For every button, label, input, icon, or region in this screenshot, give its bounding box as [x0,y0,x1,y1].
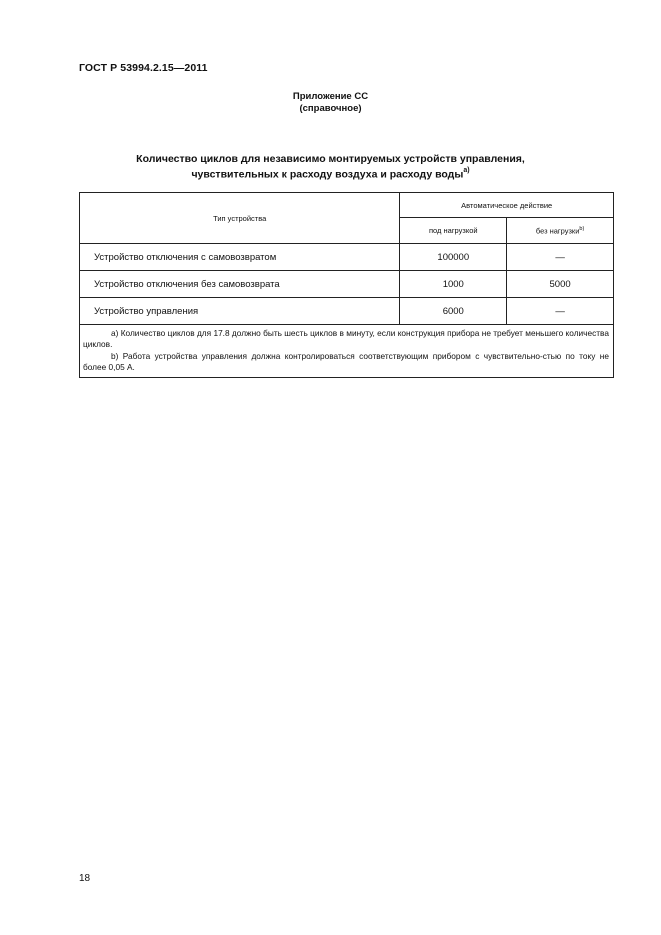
table-title-line2-text: чувствительных к расходу воздуха и расходу воды [191,168,464,180]
header-unloaded-footnote-ref: b) [579,225,585,232]
annex-kind: (справочное) [299,103,362,114]
annex-title: Приложение СС [292,91,369,102]
header-device-type: Тип устройства [80,193,400,244]
row-device: Устройство управления [80,298,400,325]
row-loaded: 6000 [400,298,507,325]
table-title-line1: Количество циклов для независимо монтируемых устройств управления, [136,153,525,165]
standard-code: ГОСТ Р 53994.2.15—2011 [79,62,208,74]
row-unloaded: — [507,244,614,271]
table-note-a: a) Количество циклов для 17.8 должно быть шесть циклов в минуту, если конструкция прибора не требует меньшего количества циклов. [83,328,609,350]
header-unloaded-text: без нагрузки [535,226,580,236]
table-notes [80,325,614,378]
annex-heading [0,91,661,115]
table-row [80,271,614,298]
row-unloaded: 5000 [507,271,614,298]
row-unloaded: — [507,298,614,325]
row-loaded: 100000 [400,244,507,271]
cycles-table [79,192,614,378]
row-device: Устройство отключения с самовозвратом [80,244,400,271]
notes-row [80,325,614,378]
table-note-b: b) Работа устройства управления должна контролироваться соответствующим прибором с чувствительно-стью по току не более 0,05 А. [83,350,609,372]
row-loaded: 1000 [400,271,507,298]
table-title-line2 [0,166,661,181]
header-unloaded [507,218,614,244]
page-number: 18 [79,873,91,884]
table-row [80,298,614,325]
table-row [80,244,614,271]
row-device: Устройство отключения без самовозврата [80,271,400,298]
header-loaded: под нагрузкой [400,218,507,244]
table-title [0,153,661,181]
header-automatic-action: Автоматическое действие [400,193,614,218]
table-title-footnote-ref: a) [463,166,470,174]
